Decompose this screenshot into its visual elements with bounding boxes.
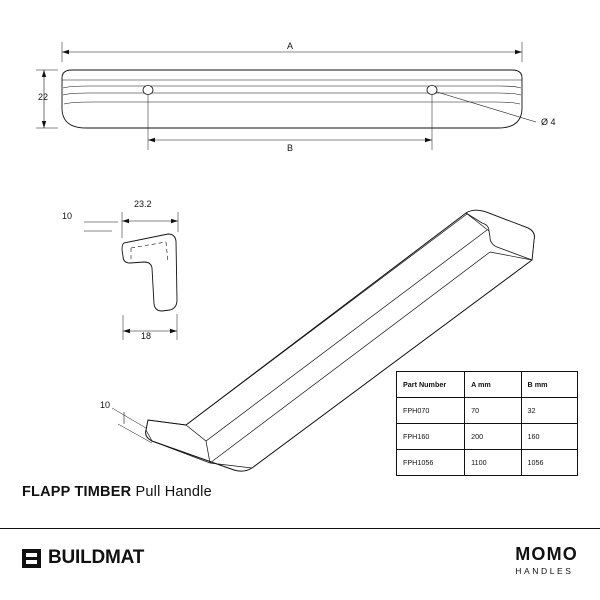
momo-wordmark: MOMO [515, 544, 578, 564]
cell-part-number: FPH070 [397, 398, 465, 424]
dimension-label-hole-diameter: Ø 4 [541, 117, 556, 127]
cell-a-mm: 70 [465, 398, 521, 424]
dimension-label-section-top: 10 [62, 211, 73, 221]
dimension-label-b: B [287, 143, 294, 153]
buildmat-wordmark: BUILDMAT [48, 547, 145, 568]
footer [0, 528, 600, 600]
cell-b-mm: 1056 [521, 450, 578, 476]
momo-handles-logo [515, 545, 578, 576]
cell-b-mm: 32 [521, 398, 578, 424]
cell-part-number: FPH160 [397, 424, 465, 450]
cell-b-mm: 160 [521, 424, 578, 450]
cell-a-mm: 1100 [465, 450, 521, 476]
table-row [397, 424, 578, 450]
dimension-label-height: 22 [38, 92, 49, 102]
dimension-label-section-width: 23.2 [134, 199, 152, 209]
column-header-b-mm: B mm [521, 372, 578, 398]
table-row [397, 450, 578, 476]
dimension-label-iso-depth: 10 [100, 400, 111, 410]
product-name-light: Pull Handle [131, 484, 212, 500]
table-header-row [397, 372, 578, 398]
cell-part-number: FPH1056 [397, 450, 465, 476]
page-title [22, 484, 212, 500]
column-header-part-number: Part Number [397, 372, 465, 398]
cell-a-mm: 200 [465, 424, 521, 450]
product-name-bold: FLAPP TIMBER [22, 484, 132, 500]
table-row [397, 398, 578, 424]
buildmat-mark-icon [22, 549, 41, 568]
momo-subtitle: HANDLES [515, 565, 574, 576]
spec-table [396, 371, 578, 476]
buildmat-logo [22, 547, 144, 569]
dimension-label-a: A [287, 41, 294, 51]
column-header-a-mm: A mm [465, 372, 521, 398]
dimension-label-section-base: 18 [141, 331, 152, 341]
